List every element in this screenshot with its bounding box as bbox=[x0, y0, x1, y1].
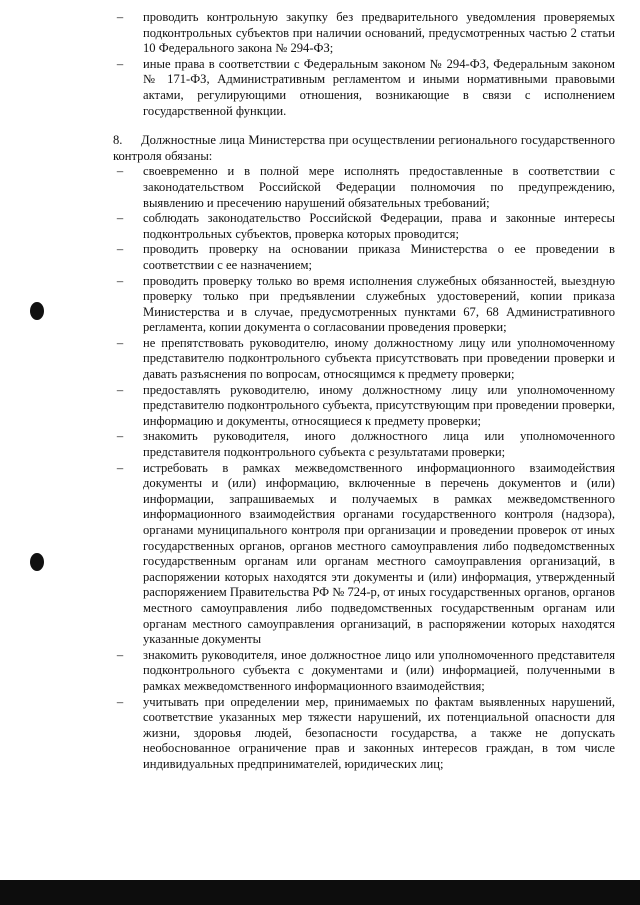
list-item-text: не препятствовать руководителю, иному должностному лицу или уполномоченному представителю подконтрольного субъекта присутствовать при проведении проверки и давать разъяснения по вопросам, относящимся к предмету проверки; bbox=[143, 335, 615, 382]
scan-edge-band bbox=[0, 880, 640, 905]
list-item bbox=[113, 242, 615, 273]
bullet-dash: – bbox=[116, 647, 124, 662]
list-item bbox=[113, 695, 615, 773]
section-number: 8. bbox=[113, 133, 123, 148]
rights-list bbox=[113, 10, 615, 119]
list-item-text: проводить проверку только во время исполнения служебных обязанностей, выездную проверку только при предъявлении служебных удостоверений, копии приказа Министерства и в случае, предусмотренных пунктами 67, 68 Административного регламента, копии документа о согласовании проведения проверки; bbox=[143, 273, 615, 335]
list-item bbox=[113, 164, 615, 211]
list-item bbox=[113, 648, 615, 695]
list-item bbox=[113, 10, 615, 57]
punch-hole bbox=[30, 553, 44, 571]
list-item-text: предоставлять руководителю, иному должностному лицу или уполномоченному представителю подконтрольного субъекта, присутствующим при проведении проверки, информацию и документы, относящиеся к предмету проверки; bbox=[143, 382, 615, 428]
list-item bbox=[113, 383, 615, 430]
list-item-text: проводить контрольную закупку без предварительного уведомления проверяемых подконтрольных субъектов при наличии оснований, предусмотренных частью 2 статьи 10 Федерального закона № 294-ФЗ; bbox=[143, 10, 615, 56]
bullet-dash: – bbox=[116, 242, 124, 257]
list-item-text: истребовать в рамках межведомственного информационного взаимодействия документы и (или) информацию, включенные в перечень документов и (или) информации, запрашиваемых и получаемых в рамках межведомственного информационного взаимодействия органами государственного контроля (надзора), органами муниципального контроля при организации и проведении проверок от иных государственных органов, органов местного самоуправления либо подведомственных государственным органам или органам местного самоуправления организаций, в распоряжении которых находятся эти документы и (или) информация, утвержденный распоряжением Правительства РФ № 724-р, от иных государственных органов, органов местного самоуправления либо подведомственных государственным органам или органам местного самоуправления организаций, в распоряжении которых находятся указанные документы bbox=[143, 460, 615, 647]
list-item bbox=[113, 461, 615, 648]
punch-hole bbox=[30, 302, 44, 320]
list-item-text: знакомить руководителя, иное должностное лицо или уполномоченного представителя подконтрольного субъекта с документами и (или) информацией, полученными в рамках межведомственного информационного взаимодействия; bbox=[143, 647, 615, 693]
bullet-dash: – bbox=[116, 429, 124, 444]
section-8-heading bbox=[113, 119, 615, 164]
list-item-text: иные права в соответствии с Федеральным законом № 294-ФЗ, Федеральным законом № 171-ФЗ, Административным регламентом и иными нормативными правовыми актами, регулирующими отношения, возникающие в связи с исполнением государственной функции. bbox=[143, 56, 615, 118]
list-item bbox=[113, 211, 615, 242]
document-body bbox=[113, 10, 615, 773]
bullet-dash: – bbox=[116, 211, 124, 226]
list-item-text: своевременно и в полной мере исполнять предоставленные в соответствии с законодательством Российской Федерации полномочия по предупреждению, выявлению и пресечению нарушений обязательных требований; bbox=[143, 164, 615, 210]
list-item bbox=[113, 336, 615, 383]
bullet-dash: – bbox=[116, 694, 124, 709]
bullet-dash: – bbox=[116, 56, 124, 71]
bullet-dash: – bbox=[116, 164, 124, 179]
bullet-dash: – bbox=[116, 460, 124, 475]
list-item bbox=[113, 274, 615, 336]
list-item-text: знакомить руководителя, иного должностного лица или уполномоченного представителя подконтрольного субъекта с результатами проверки; bbox=[143, 429, 615, 460]
bullet-dash: – bbox=[116, 10, 124, 24]
bullet-dash: – bbox=[116, 335, 124, 350]
list-item bbox=[113, 429, 615, 460]
bullet-dash: – bbox=[116, 273, 124, 288]
section-text: Должностные лица Министерства при осуществлении регионального государственного контроля обязаны: bbox=[113, 133, 615, 163]
list-item-text: соблюдать законодательство Российской Федерации, права и законные интересы подконтрольных субъектов, проверка которых проводится; bbox=[143, 211, 615, 241]
duties-list bbox=[113, 164, 615, 772]
list-item-text: проводить проверку на основании приказа Министерства о ее проведении в соответствии с ее назначением; bbox=[143, 242, 615, 272]
list-item bbox=[113, 57, 615, 119]
bullet-dash: – bbox=[116, 382, 124, 397]
list-item-text: учитывать при определении мер, принимаемых по фактам выявленных нарушений, соответствие указанных мер тяжести нарушений, их потенциальной опасности для жизни, здоровья людей, безопасности государства, а также не допускать необоснованное ограничение прав и законных интересов граждан, в том числе индивидуальных предпринимателей, юридических лиц; bbox=[143, 694, 615, 771]
